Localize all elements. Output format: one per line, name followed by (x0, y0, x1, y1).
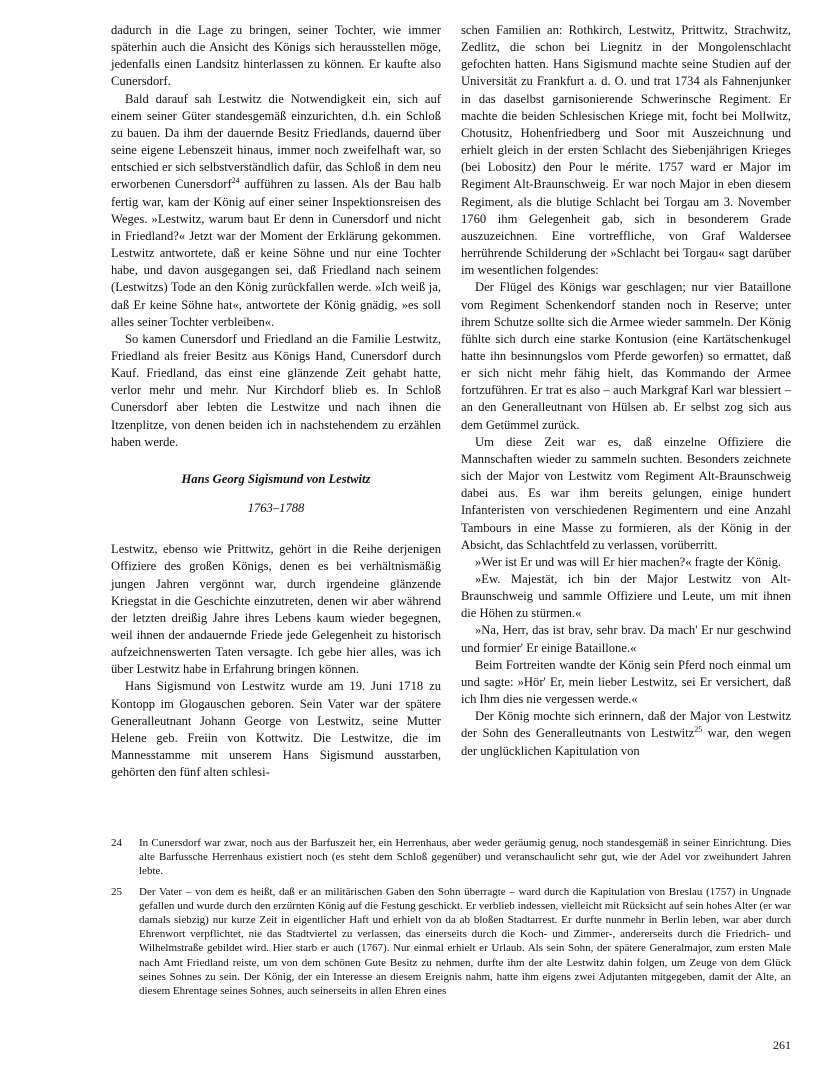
paragraph: Der Flügel des Königs war geschlagen; nur vier Bataillone vom Regiment Schenkendorf standen noch in Reserve; unter ihrem Schutze sollte sich die Armee wieder sammeln. Der König fühlte sich durch eine starke Kontusion (eine Kartätschenkugel hatte ihn besinnungslos vom Pferde geworfen) so ermattet, daß er sich nicht mehr fähig hielt, das Kommando der Armee fortzuführen. Er trat es also – auch Markgraf Karl war blessiert – an den Generalleutnant von Hülsen ab. Er selbst zog sich aus dem Getümmel zurück. (461, 280, 791, 432)
paragraph-text: war, den wegen der unglücklichen Kapitulation von (461, 726, 791, 758)
page-number: 261 (773, 1038, 791, 1052)
paragraph (461, 708, 791, 759)
footnote-text: Der Vater – von dem es heißt, daß er an militärischen Gaben den Sohn überragte – ward durch die Kapitulation von Breslau (1757) in Ungnade gefallen und wurde durch den erzürnten König auf die Festung geschickt. Er verblieb indessen, vielleicht mit Rücksicht auf sein hohes Alter (er war damals siebzig) nur kurze Zeit in eigentlicher Haft und erhielt von da ab bloßen Stadtarrest. Er durfte nunmehr in Berlin leben, war aber durch Ehrenwort verpflichtet, nie das Stadtviertel zu verlassen, das einerseits durch die Koch- und Zimmer-, andererseits durch die Friedrich- und Wilhelmstraße gebildet wird. Hier starb er auch (1767). Nur einmal erhielt er Urlaub. Als sein Sohn, der spätere Generalmajor, zum ersten Male nach Amt Friedland reiste, um von dem schönen Gute Besitz zu nehmen, durfte ihm der alte Lestwitz dahin folgen, um Zeuge von dem Glück seines Sohnes zu sein. Der König, der ein Interesse an diesem Ereignis nahm, hatte ihm eigens zwei Adjutanten mitgegeben, damit der Alte, an diesem Ehrentage seines Sohnes, auch seinerseits in allen Ehren eines (139, 885, 791, 998)
section-heading: Hans Georg Sigismund von Lestwitz (181, 471, 371, 486)
right-column (461, 22, 791, 760)
footnote-reference[interactable]: 25 (694, 725, 703, 735)
paragraph: »Ew. Majestät, ich bin der Major Lestwitz von Alt-Braunschweig und sammle Offiziere und Leute, um mit ihnen die Höhen zu stürmen.« (461, 572, 791, 621)
footnote-number: 25 (111, 885, 122, 898)
footnotes (111, 836, 791, 1004)
paragraph: schen Familien an: Rothkirch, Lestwitz, Prittwitz, Strachwitz, Zedlitz, die schon bei Liegnitz in der Mongolenschlacht gefochten hatten. Hans Sigismund machte seine Studien auf der Universität zu Frankfurt a. d. O. und trat 1734 als Fahnenjunker in das daselbst garnisonierende Schwerinsche Regiment. Er machte die beiden Schlesischen Kriege mit, focht bei Mollwitz, Chotusitz, Hohenfriedberg und Soor mit Auszeichnung und erhielt gleich in der ersten Schlacht des Siebenjährigen Krieges (bei Lobositz) den Pour le mérite. 1757 ward er Major im Regiment Alt-Braunschweig. Er war noch Major in eben diesem Regiment, als die blutige Schlacht bei Torgau am 3. November 1760 ihm Gelegenheit gab, sich in besonderem Grade auszuzeichnen. Eine vortreffliche, von Graf Waldersee herrührende Schilderung der »Schlacht bei Torgau« sagt darüber im wesentlichen folgendes: (461, 23, 791, 278)
footnote-reference[interactable]: 24 (231, 176, 240, 186)
footnote-25 (111, 885, 791, 999)
paragraph: »Na, Herr, das ist brav, sehr brav. Da mach' Er nur geschwind und formier' Er einige Bataillone.« (461, 623, 791, 655)
paragraph: Beim Fortreiten wandte der König sein Pferd noch einmal um und sagte: »Hör' Er, mein lieber Lestwitz, sei Er versichert, daß ich Ihm dies nie vergessen werde.« (461, 657, 791, 707)
paragraph (111, 91, 441, 331)
footnote-24 (111, 836, 791, 879)
paragraph: Hans Sigismund von Lestwitz wurde am 19. Juni 1718 zu Kontopp im Glogauschen geboren. Sein Vater war der spätere Generalleutnant Johann George von Lestwitz, seine Mutter Helene geb. Freiin von Kottwitz. Die Lestwitze, die im Mannesstamme mit unserem Hans Sigismund ausstarben, gehörten den fünf alten schlesi- (111, 679, 441, 780)
footnote-text: In Cunersdorf war zwar, noch aus der Barfuszeit her, ein Herrenhaus, aber weder geräumig genug, noch standesgemäß in seiner Einrichtung. Dies alte Barfussche Herrenhaus existiert noch (es steht dem Schloß gegenüber) und veranschaulicht sehr gut, wie der Adel vor zweihundert Jahren lebte. (139, 837, 791, 878)
section-years: 1763–1788 (247, 501, 305, 516)
paragraph: dadurch in die Lage zu bringen, seiner Tochter, wie immer späterhin auch die Ansicht des Königs sich herausstellen möge, jedenfalls einen Landsitz hinterlassen zu können. Er kaufte also Cunersdorf. (111, 23, 441, 89)
left-column (111, 22, 441, 781)
paragraph-text: aufführen zu lassen. Als der Bau halb fertig war, kam der König auf einer seiner Inspektionsreisen des Weges. »Lestwitz, warum baut Er denn in Cunersdorf und nicht in Friedland?« Jetzt war der Moment der Erklärung gekommen. Lestwitz antwortete, daß er keine Söhne und nur eine Tochter habe, und davon ausgegangen sei, daß Friedland nach seinem (Lestwitzs) Tode an den König zurückfallen werde. »Ich weiß ja, daß Er keine Söhne hat«, antwortete der König gnädig, »es soll alles seiner Tochter verbleiben«. (111, 177, 442, 329)
paragraph-text: Der König mochte sich erinnern, daß der Major von Lestwitz der Sohn des Generalleutnants von Lestwitz (461, 709, 791, 741)
paragraph-text: Bald darauf sah Lestwitz die Notwendigkeit ein, sich auf einem seiner Güter standesgemäß einzurichten, d.h. ein Schloß zu bauen. Da ihm der dauernde Besitz Friedlands, dauernd über seine eigene Lebenszeit hinaus, immer noch zweifelhaft war, so entschied er sich selbstverständlich dafür, das Schloß in dem neu erworbenen Cunersdorf (111, 91, 441, 192)
footnote-number: 24 (111, 837, 122, 849)
paragraph: So kamen Cunersdorf und Friedland an die Familie Lestwitz, Friedland als freier Besitz aus Königs Hand, Cunersdorf durch Kauf. Friedland, das einst eine glänzende Zeit gehabt hatte, verlor mehr und mehr. Nur Kirchdorf blieb es. In Schloß Cunersdorf aber lebten die Lestwitze und nach ihnen die Itzenplitze, von denen beiden ich in nachstehendem zu erzählen haben werde. (111, 331, 441, 449)
paragraph: Um diese Zeit war es, daß einzelne Offiziere die Mannschaften wieder zu sammeln suchten. Besonders zeichnete sich der Major von Lestwitz vom Regiment Alt-Braunschweig dabei aus. Es war ihm bereits gelungen, einige hundert Infanteristen von verschiedenen Regimentern und eine Anzahl Tambours in eine Masse zu formieren, als der König in der Absicht, das Schlachtfeld zu verlassen, vorüberritt. (461, 434, 791, 552)
paragraph: Lestwitz, ebenso wie Prittwitz, gehört in die Reihe derjenigen Offiziere des großen Königs, denen es bei verhältnismäßig jungen Jahren vergönnt war, durch irgendeine glänzende Kriegstat in die Geschichte einzutreten, denen wir aber während der letzten dreißig Jahre ihres Lebens kaum wieder begegnen, weil ihnen der andauernde Friede jede Gelegenheit zu historisch aufzeichnenswerten Taten versagte. Ich gebe hier alles, was ich über Lestwitz habe in Erfahrung bringen können. (111, 542, 441, 677)
paragraph: »Wer ist Er und was will Er hier machen?« fragte der König. (475, 554, 782, 569)
